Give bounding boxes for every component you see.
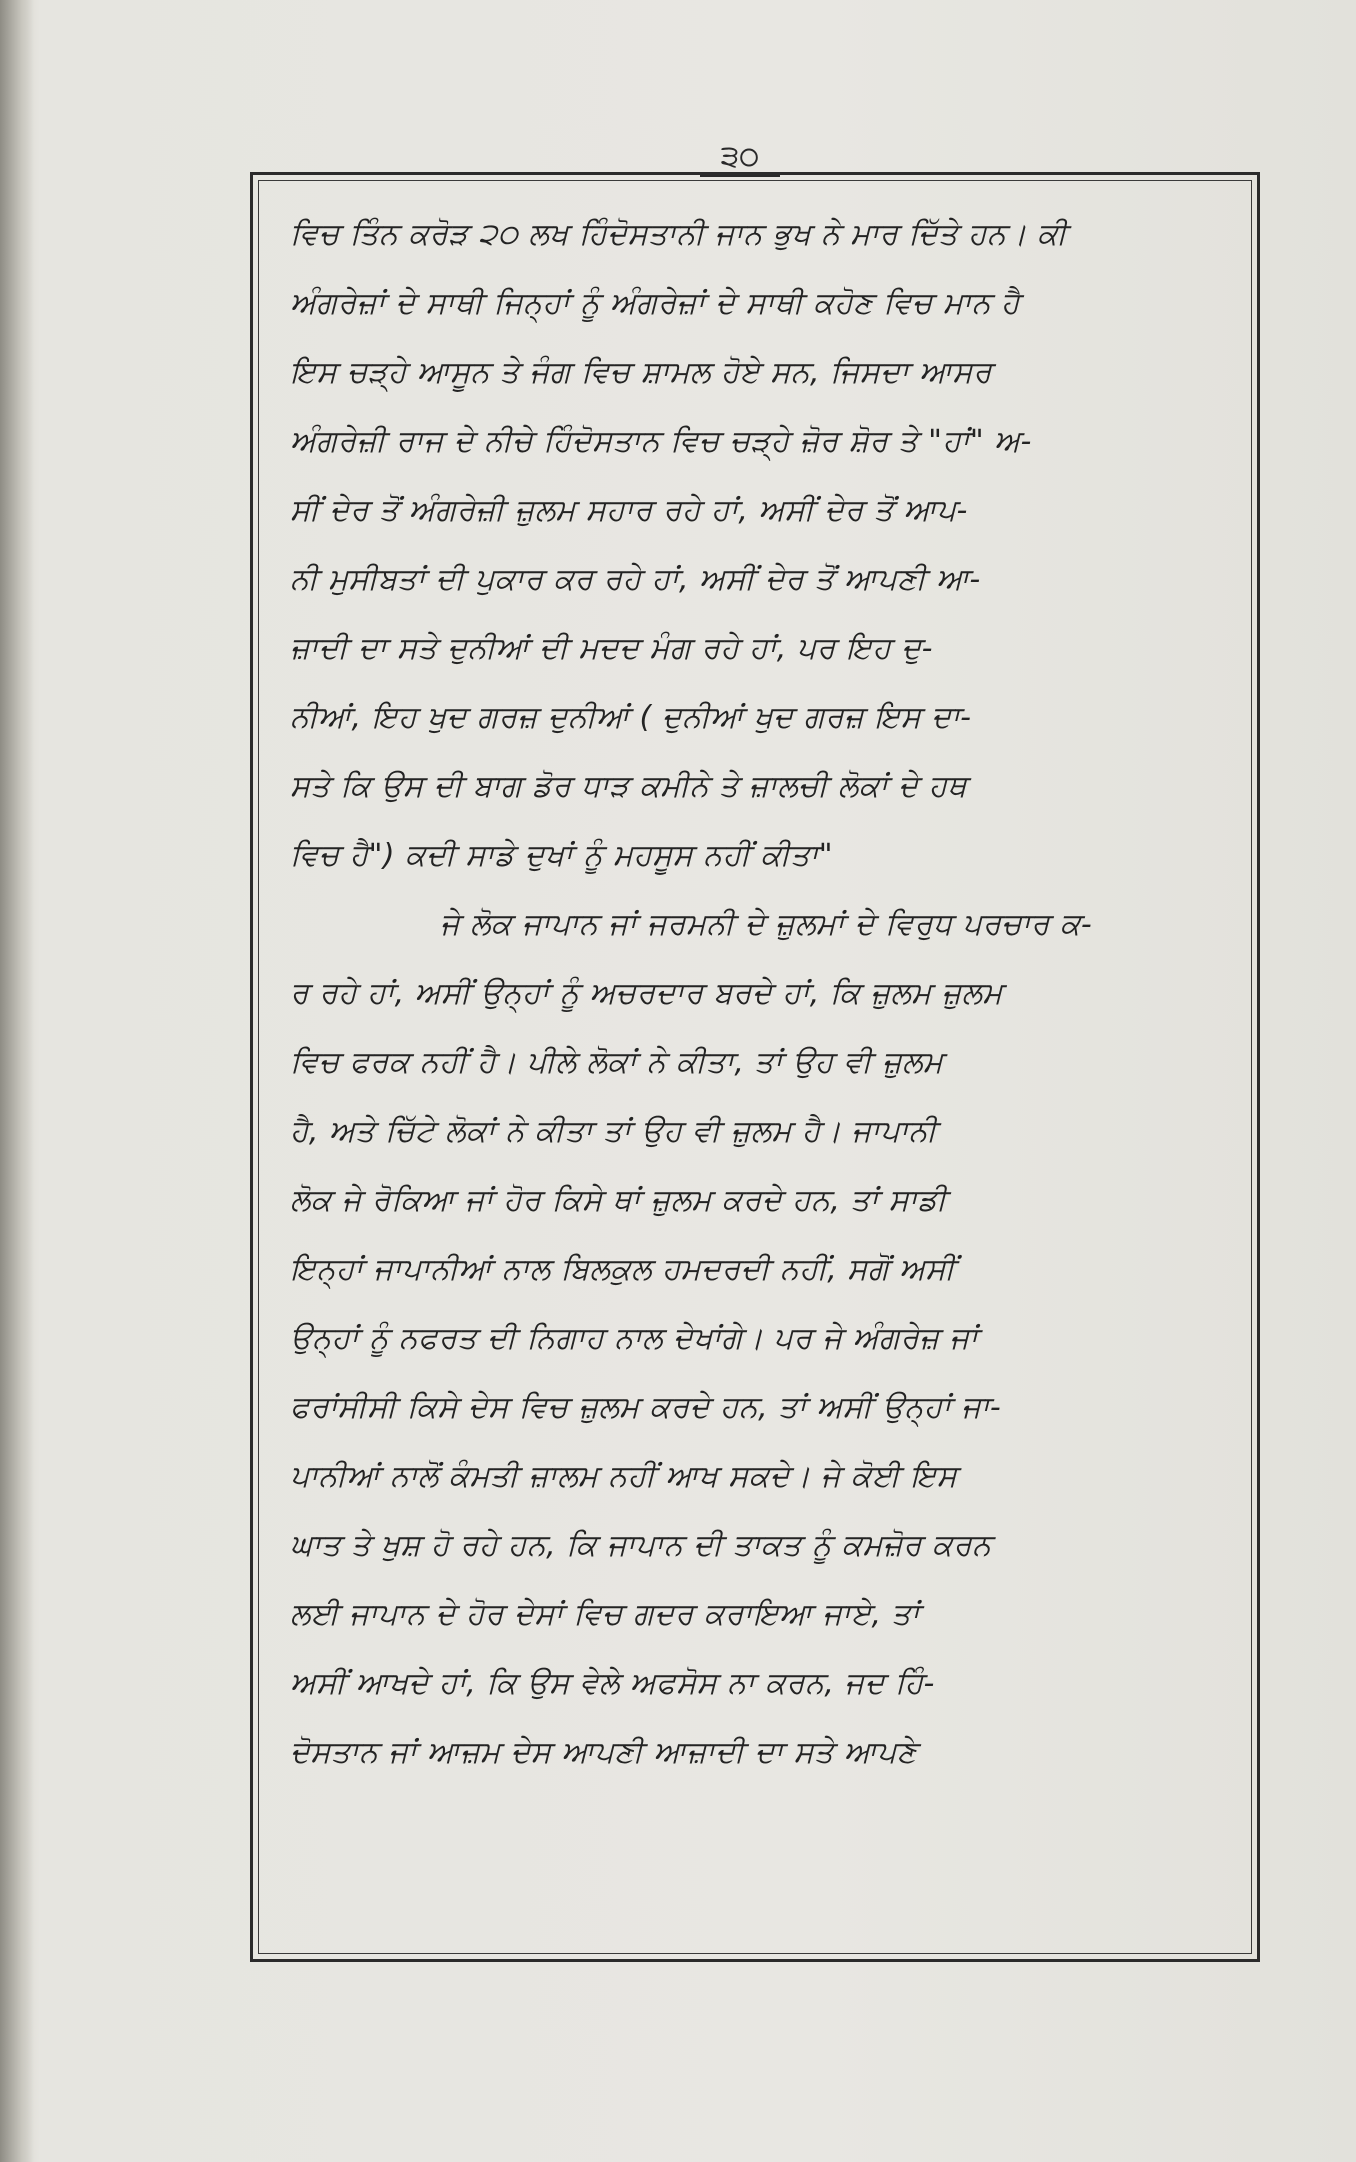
text-line: ਅਸੀਂ ਆਖਦੇ ਹਾਂ, ਕਿ ਉਸ ਵੇਲੇ ਅਫਸੋਸ ਨਾ ਕਰਨ, ਜਦ ਹਿੰ- (290, 1666, 935, 1701)
text-line: ਵਿਚ ਹੈ") ਕਦੀ ਸਾਡੇ ਦੁਖਾਂ ਨੂੰ ਮਹਸੂਸ ਨਹੀਂ ਕੀਤਾ" (290, 838, 834, 873)
text-line: ਉਨ੍ਹਾਂ ਨੂੰ ਨਫਰਤ ਦੀ ਨਿਗਾਹ ਨਾਲ ਦੇਖਾਂਗੇ। ਪਰ ਜੇ ਅੰਗਰੇਜ਼ ਜਾਂ (290, 1321, 979, 1356)
book-spine-shadow (0, 0, 34, 2162)
text-line: ਦੋਸਤਾਨ ਜਾਂ ਆਜ਼ਮ ਦੇਸ ਆਪਣੀ ਆਜ਼ਾਦੀ ਦਾ ਸਤੇ ਆਪਣੇ (290, 1735, 917, 1770)
text-line: ਫਰਾਂਸੀਸੀ ਕਿਸੇ ਦੇਸ ਵਿਚ ਜ਼ੁਲਮ ਕਰਦੇ ਹਨ, ਤਾਂ ਅਸੀਂ ਉਨ੍ਹਾਂ ਜਾ- (290, 1390, 1002, 1425)
text-line: ਹੈ, ਅਤੇ ਚਿੱਟੇ ਲੋਕਾਂ ਨੇ ਕੀਤਾ ਤਾਂ ਉਹ ਵੀ ਜ਼ੁਲਮ ਹੈ। ਜਾਪਾਨੀ (290, 1114, 937, 1149)
text-line: ਵਿਚ ਤਿੰਨ ਕਰੋੜ ੨੦ ਲਖ ਹਿੰਦੋਸਤਾਨੀ ਜਾਨ ਭੁਖ ਨੇ ਮਾਰ ਦਿੱਤੇ ਹਨ। ਕੀ (290, 217, 1068, 252)
text-line: ਜ਼ਾਦੀ ਦਾ ਸਤੇ ਦੁਨੀਆਂ ਦੀ ਮਦਦ ਮੰਗ ਰਹੇ ਹਾਂ, ਪਰ ਇਹ ਦੁ- (290, 631, 933, 666)
paragraph-start-line: ਜੇ ਲੋਕ ਜਾਪਾਨ ਜਾਂ ਜਰਮਨੀ ਦੇ ਜ਼ੁਲਮਾਂ ਦੇ ਵਿਰੁਧ ਪਰਚਾਰ ਕ- (440, 907, 1093, 942)
text-line: ਸੀਂ ਦੇਰ ਤੋਂ ਅੰਗਰੇਜ਼ੀ ਜ਼ੁਲਮ ਸਹਾਰ ਰਹੇ ਹਾਂ, ਅਸੀਂ ਦੇਰ ਤੋਂ ਆਪ- (290, 493, 968, 528)
text-line: ਵਿਚ ਫਰਕ ਨਹੀਂ ਹੈ। ਪੀਲੇ ਲੋਕਾਂ ਨੇ ਕੀਤਾ, ਤਾਂ ਉਹ ਵੀ ਜ਼ੁਲਮ (290, 1045, 944, 1080)
body-text (290, 200, 1240, 1787)
text-line: ਅੰਗਰੇਜ਼ੀ ਰਾਜ ਦੇ ਨੀਚੇ ਹਿੰਦੋਸਤਾਨ ਵਿਚ ਚੜ੍ਹੇ ਜ਼ੋਰ ਸ਼ੋਰ ਤੇ "ਹਾਂ" ਅ- (290, 424, 1032, 459)
text-line: ਸਤੇ ਕਿ ਉਸ ਦੀ ਬਾਗ ਡੋਰ ਧਾੜ ਕਮੀਨੇ ਤੇ ਜ਼ਾਲਚੀ ਲੋਕਾਂ ਦੇ ਹਥ (290, 769, 968, 804)
text-line: ਰ ਰਹੇ ਹਾਂ, ਅਸੀਂ ਉਨ੍ਹਾਂ ਨੂੰ ਅਚਰਦਾਰ ਬਰਦੇ ਹਾਂ, ਕਿ ਜ਼ੁਲਮ ਜ਼ੁਲਮ (290, 976, 1003, 1011)
text-line: ਪਾਨੀਆਂ ਨਾਲੋਂ ਕੰਮਤੀ ਜ਼ਾਲਮ ਨਹੀਂ ਆਖ ਸਕਦੇ। ਜੇ ਕੋਈ ਇਸ (290, 1459, 958, 1494)
text-line: ਇਨ੍ਹਾਂ ਜਾਪਾਨੀਆਂ ਨਾਲ ਬਿਲਕੁਲ ਹਮਦਰਦੀ ਨਹੀਂ, ਸਗੋਂ ਅਸੀਂ (290, 1252, 956, 1287)
text-line: ਇਸ ਚੜ੍ਹੇ ਆਸੂਨ ਤੇ ਜੰਗ ਵਿਚ ਸ਼ਾਮਲ ਹੋਏ ਸਨ, ਜਿਸਦਾ ਆਸਰ (290, 355, 992, 390)
text-line: ਨੀਆਂ, ਇਹ ਖੁਦ ਗਰਜ਼ ਦੁਨੀਆਂ ( ਦੁਨੀਆਂ ਖੁਦ ਗਰਜ਼ ਇਸ ਦਾ- (290, 700, 972, 735)
text-line: ਲੋਕ ਜੇ ਰੋਕਿਆ ਜਾਂ ਹੋਰ ਕਿਸੇ ਥਾਂ ਜ਼ੁਲਮ ਕਰਦੇ ਹਨ, ਤਾਂ ਸਾਡੀ (290, 1183, 947, 1218)
text-line: ਲਈ ਜਾਪਾਨ ਦੇ ਹੋਰ ਦੇਸਾਂ ਵਿਚ ਗਦਰ ਕਰਾਇਆ ਜਾਏ, ਤਾਂ (290, 1597, 920, 1632)
text-line: ਘਾਤ ਤੇ ਖੁਸ਼ ਹੋ ਰਹੇ ਹਨ, ਕਿ ਜਾਪਾਨ ਦੀ ਤਾਕਤ ਨੂੰ ਕਮਜ਼ੋਰ ਕਰਨ (290, 1528, 992, 1563)
text-line: ਅੰਗਰੇਜ਼ਾਂ ਦੇ ਸਾਥੀ ਜਿਨ੍ਹਾਂ ਨੂੰ ਅੰਗਰੇਜ਼ਾਂ ਦੇ ਸਾਥੀ ਕਹੋਣ ਵਿਚ ਮਾਨ ਹੈ (290, 286, 1020, 321)
page-number: ੩੦ (700, 140, 780, 177)
text-line: ਨੀ ਮੁਸੀਬਤਾਂ ਦੀ ਪੁਕਾਰ ਕਰ ਰਹੇ ਹਾਂ, ਅਸੀਂ ਦੇਰ ਤੋਂ ਆਪਣੀ ਆ- (290, 562, 981, 597)
